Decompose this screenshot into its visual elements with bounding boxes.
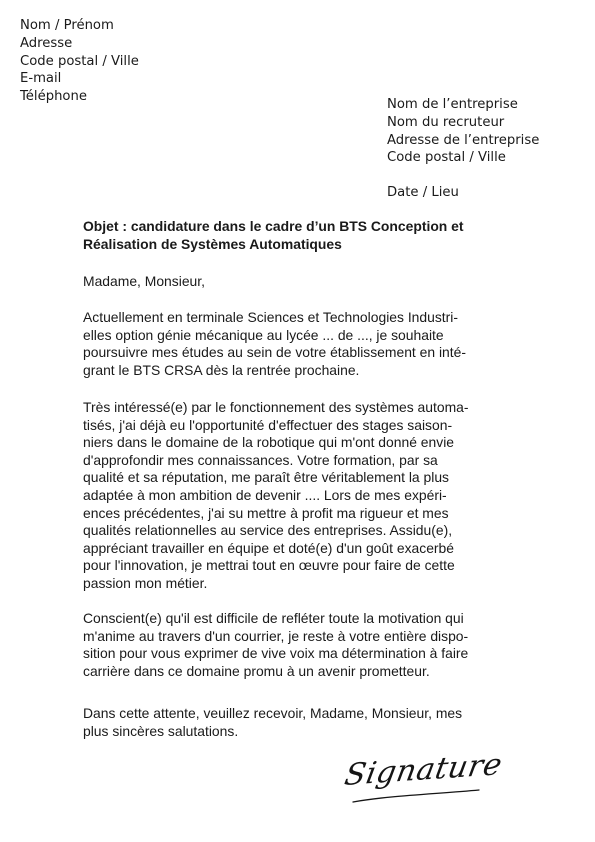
sender-phone: Téléphone: [20, 89, 87, 105]
recipient-address: Adresse de l’entreprise: [387, 132, 540, 148]
subject-line: Objet : candidature dans le cadre d’un BTS Conception et: [83, 218, 464, 234]
paragraph-line: Actuellement en terminale Sciences et Technologies Industri-: [83, 309, 458, 325]
subject-line: Réalisation de Systèmes Automatiques: [83, 235, 342, 252]
paragraph-line: sition pour vous exprimer de vive voix ma détermination à faire: [83, 645, 469, 662]
paragraph-line: adaptée à mon ambition de devenir .... Lors de mes expéri-: [83, 486, 447, 503]
sender-name: Nom / Prénom: [20, 18, 114, 33]
paragraph-line: plus sincères salutations.: [83, 722, 239, 739]
paragraph-line: Conscient(e) qu'il est difficile de refléter toute la motivation qui: [83, 610, 464, 626]
paragraph-line: qualité et sa réputation, me paraît être véritablement la plus: [83, 469, 449, 486]
paragraph-line: niers dans le domaine de la robotique qui m'ont donné envie: [83, 434, 455, 451]
paragraph-line: passion mon métier.: [83, 574, 208, 591]
paragraph-line: m'anime au travers d'un courrier, je reste à votre entière dispo-: [83, 627, 469, 644]
signature-flourish: [345, 752, 485, 812]
paragraph-availability: [83, 610, 503, 680]
letter-subject: [83, 218, 503, 253]
paragraph-intro: [83, 309, 503, 379]
paragraph-line: d'approfondir mes connaissances. Votre formation, par sa: [83, 451, 438, 468]
paragraph-line: grant le BTS CRSA dès la rentrée prochaine.: [83, 361, 360, 378]
paragraph-motivation: [83, 399, 503, 593]
paragraph-line: appréciant travailler en équipe et doté(e) d'un goût exacerbé: [83, 539, 454, 556]
paragraph-line: qualités relationnelles au service des entreprises. Assidu(e),: [83, 522, 453, 539]
paragraph-line: Dans cette attente, veuillez recevoir, Madame, Monsieur, mes: [83, 705, 463, 721]
sender-postal-city: Code postal / Ville: [20, 53, 139, 69]
signature: [341, 747, 505, 812]
paragraph-line: Très intéressé(e) par le fonctionnement des systèmes automa-: [83, 399, 469, 415]
sender-block: [20, 17, 139, 106]
paragraph-line: tisés, j'ai déjà eu l'opportunité d'effectuer des stages saison-: [83, 416, 453, 433]
paragraph-line: elles option génie mécanique au lycée ... de ..., je souhaite: [83, 326, 444, 343]
date-place: Date / Lieu: [387, 185, 459, 200]
paragraph-closing: [83, 705, 503, 740]
salutation: Madame, Monsieur,: [83, 273, 205, 289]
recipient-company: Nom de l’entreprise: [387, 97, 518, 112]
paragraph-line: ences précédentes, j'ai su mettre à profit ma rigueur et mes: [83, 504, 449, 521]
signature-text: Signature: [341, 747, 505, 793]
paragraph-line: carrière dans ce domaine promu à un avenir prometteur.: [83, 662, 430, 679]
sender-address: Adresse: [20, 35, 73, 51]
recipient-postal-city: Code postal / Ville: [387, 150, 506, 166]
recipient-recruiter: Nom du recruteur: [387, 114, 505, 130]
paragraph-line: poursuivre mes études au sein de votre établissement en inté-: [83, 344, 466, 361]
recipient-block: [387, 96, 539, 167]
paragraph-line: pour l'innovation, je mettrai tout en œuvre pour faire de cette: [83, 557, 455, 574]
sender-email: E-mail: [20, 71, 62, 87]
